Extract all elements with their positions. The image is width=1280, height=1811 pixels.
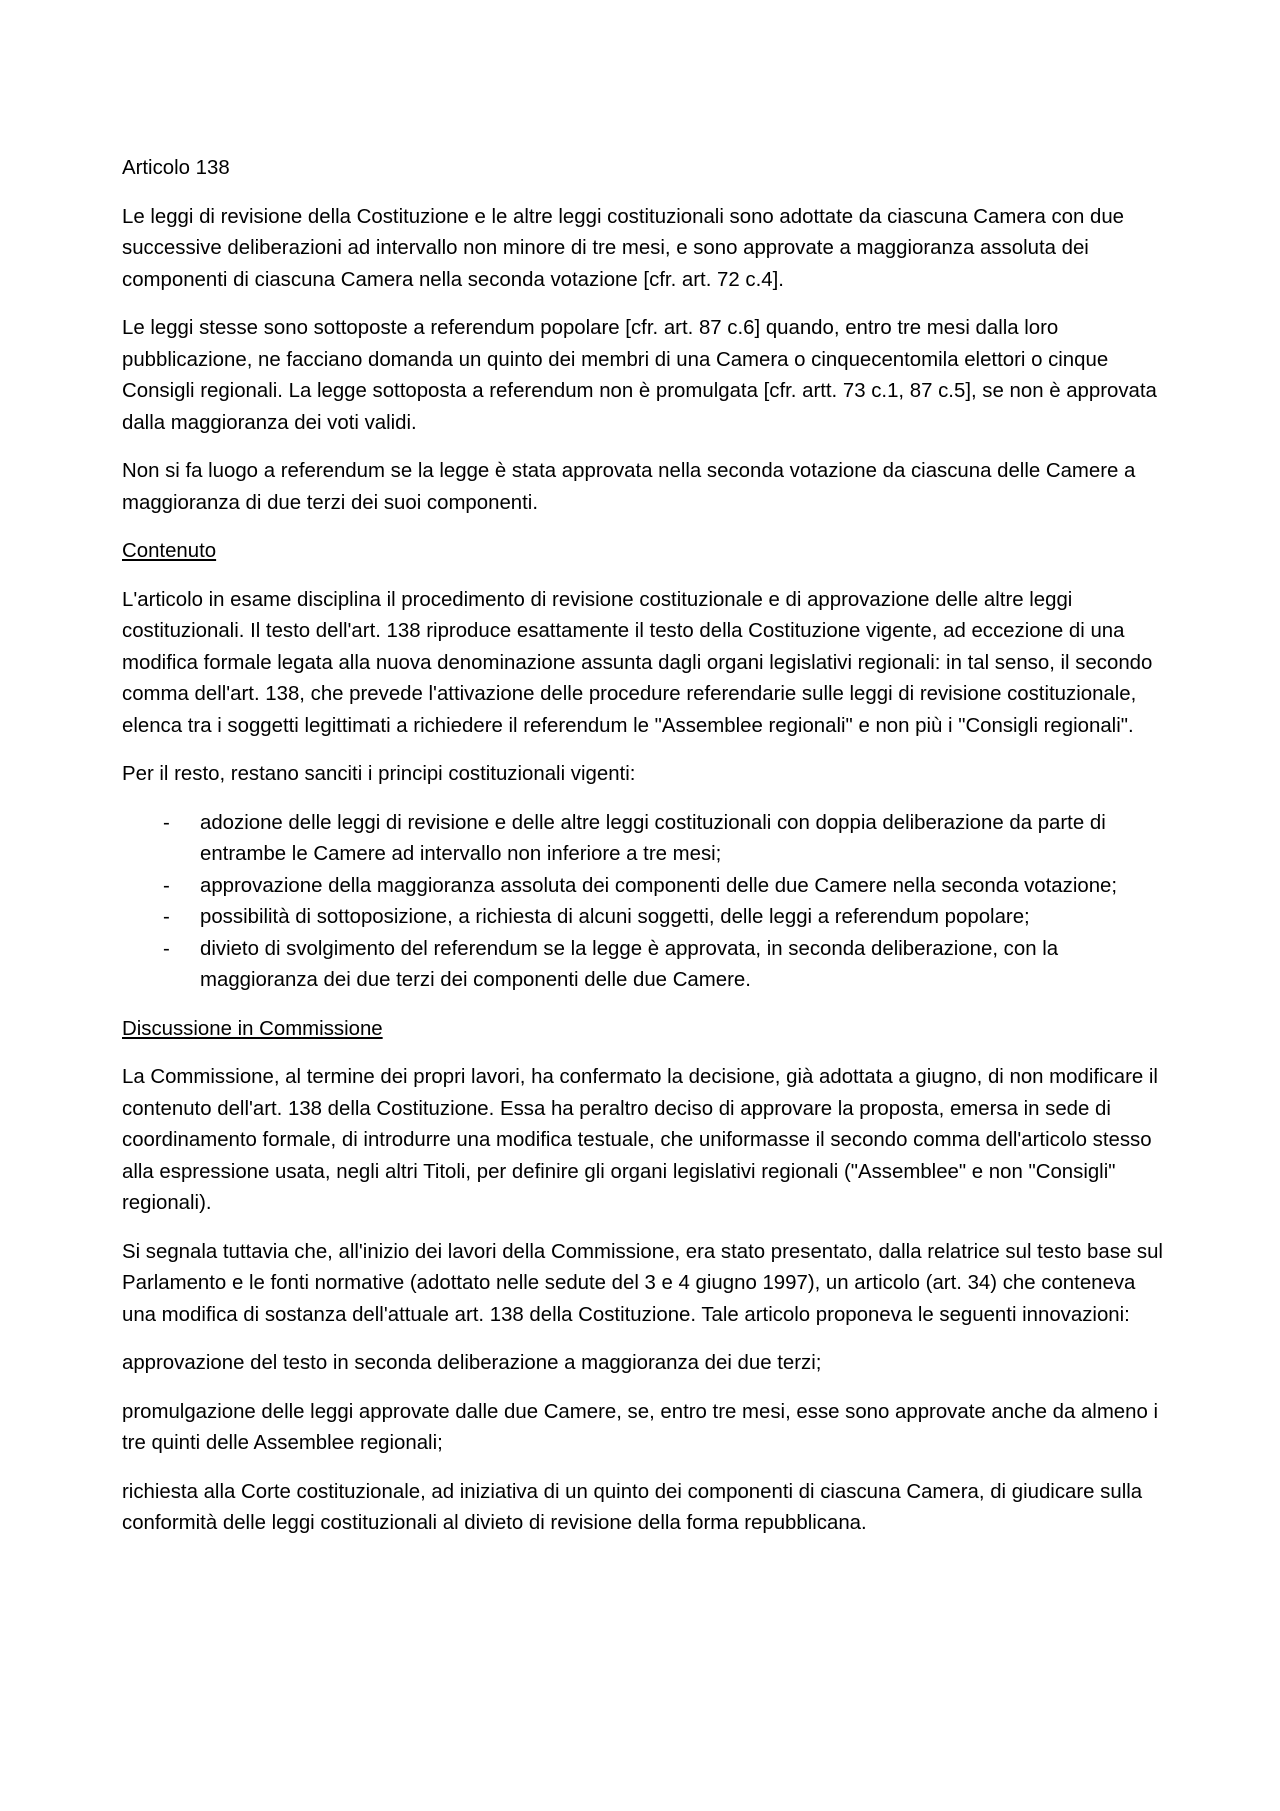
- list-item: [122, 934, 1167, 997]
- list-item: [122, 902, 1167, 934]
- discussione-heading: Discussione in Commissione: [122, 1017, 383, 1040]
- innovation-1: approvazione del testo in seconda deliberazione a maggioranza dei due terzi;: [122, 1352, 822, 1374]
- discussione-paragraph-1: La Commissione, al termine dei propri lavori, ha confermato la decisione, già adottata a giugno, di non modificare il contenuto dell'art. 138 della Costituzione. Essa ha peraltro deciso di approvare la proposta, emersa in sede di coordinamento formale, di introdurre una modifica testuale, che uniformasse il secondo comma dell'articolo stesso alla espressione usata, negli altri Titoli, per definire gli organi legislativi regionali ("Assemblee" e non "Consigli" regionali).: [122, 1066, 1158, 1214]
- document-body: [122, 153, 1167, 1557]
- discussione-paragraph-2: Si segnala tuttavia che, all'inizio dei lavori della Commissione, era stato presentato, dalla relatrice sul testo base sul Parlamento e le fonti normative (adottato nelle sedute del 3 e 4 giugno 1997), un articolo (art. 34) che conteneva una modifica di sostanza dell'attuale art. 138 della Costituzione. Tale articolo proponeva le seguenti innovazioni:: [122, 1240, 1163, 1326]
- contenuto-paragraph-2: Per il resto, restano sanciti i principi costituzionali vigenti:: [122, 763, 636, 785]
- list-item-text: divieto di svolgimento del referendum se la legge è approvata, in seconda deliberazione, con la maggioranza dei due terzi dei componenti delle due Camere.: [200, 937, 1059, 991]
- dash-bullet: -: [163, 811, 170, 834]
- innovation-2: promulgazione delle leggi approvate dalle due Camere, se, entro tre mesi, esse sono approvate anche da almeno i tre quinti delle Assemblee regionali;: [122, 1400, 1159, 1454]
- contenuto-paragraph-1: L'articolo in esame disciplina il procedimento di revisione costituzionale e di approvazione delle altre leggi costituzionali. Il testo dell'art. 138 riproduce esattamente il testo della Costituzione vigente, ad eccezione di una modifica formale legata alla nuova denominazione assunta dagli organi legislativi regionali: in tal senso, il secondo comma dell'art. 138, che prevede l'attivazione delle procedure referendarie sulle leggi di revisione costituzionale, elenca tra i soggetti legittimati a richiedere il referendum le "Assemblee regionali" e non più i "Consigli regionali".: [122, 588, 1153, 737]
- article-paragraph-3: Non si fa luogo a referendum se la legge è stata approvata nella seconda votazione da ciascuna delle Camere a maggioranza di due terzi dei suoi componenti.: [122, 460, 1136, 514]
- article-title: Articolo 138: [122, 157, 230, 179]
- dash-bullet: -: [163, 874, 170, 897]
- list-item: [122, 808, 1167, 871]
- innovation-3: richiesta alla Corte costituzionale, ad iniziativa di un quinto dei componenti di ciascuna Camera, di giudicare sulla conformità delle leggi costituzionali al divieto di revisione della forma repubblicana.: [122, 1480, 1143, 1534]
- article-paragraph-1: Le leggi di revisione della Costituzione e le altre leggi costituzionali sono adottate da ciascuna Camera con due successive deliberazioni ad intervallo non minore di tre mesi, e sono approvate a maggioranza assoluta dei componenti di ciascuna Camera nella seconda votazione [cfr. art. 72 c.4].: [122, 205, 1125, 291]
- article-paragraph-2: Le leggi stesse sono sottoposte a referendum popolare [cfr. art. 87 c.6] quando, entro tre mesi dalla loro pubblicazione, ne facciano domanda un quinto dei membri di una Camera o cinquecentomila elettori o cinque Consigli regionali. La legge sottoposta a referendum non è promulgata [cfr. artt. 73 c.1, 87 c.5], se non è approvata dalla maggioranza dei voti validi.: [122, 317, 1157, 434]
- contenuto-heading: Contenuto: [122, 540, 217, 562]
- list-item-text: approvazione della maggioranza assoluta dei componenti delle due Camere nella seconda votazione;: [200, 874, 1118, 897]
- list-item-text: possibilità di sottoposizione, a richiesta di alcuni soggetti, delle leggi a referendum popolare;: [200, 906, 1030, 928]
- dash-bullet: -: [163, 906, 170, 928]
- list-item-text: adozione delle leggi di revisione e delle altre leggi costituzionali con doppia deliberazione da parte di entrambe le Camere ad intervallo non inferiore a tre mesi;: [200, 811, 1106, 865]
- principles-list: [122, 808, 1167, 997]
- dash-bullet: -: [163, 937, 170, 960]
- list-item: [122, 871, 1167, 903]
